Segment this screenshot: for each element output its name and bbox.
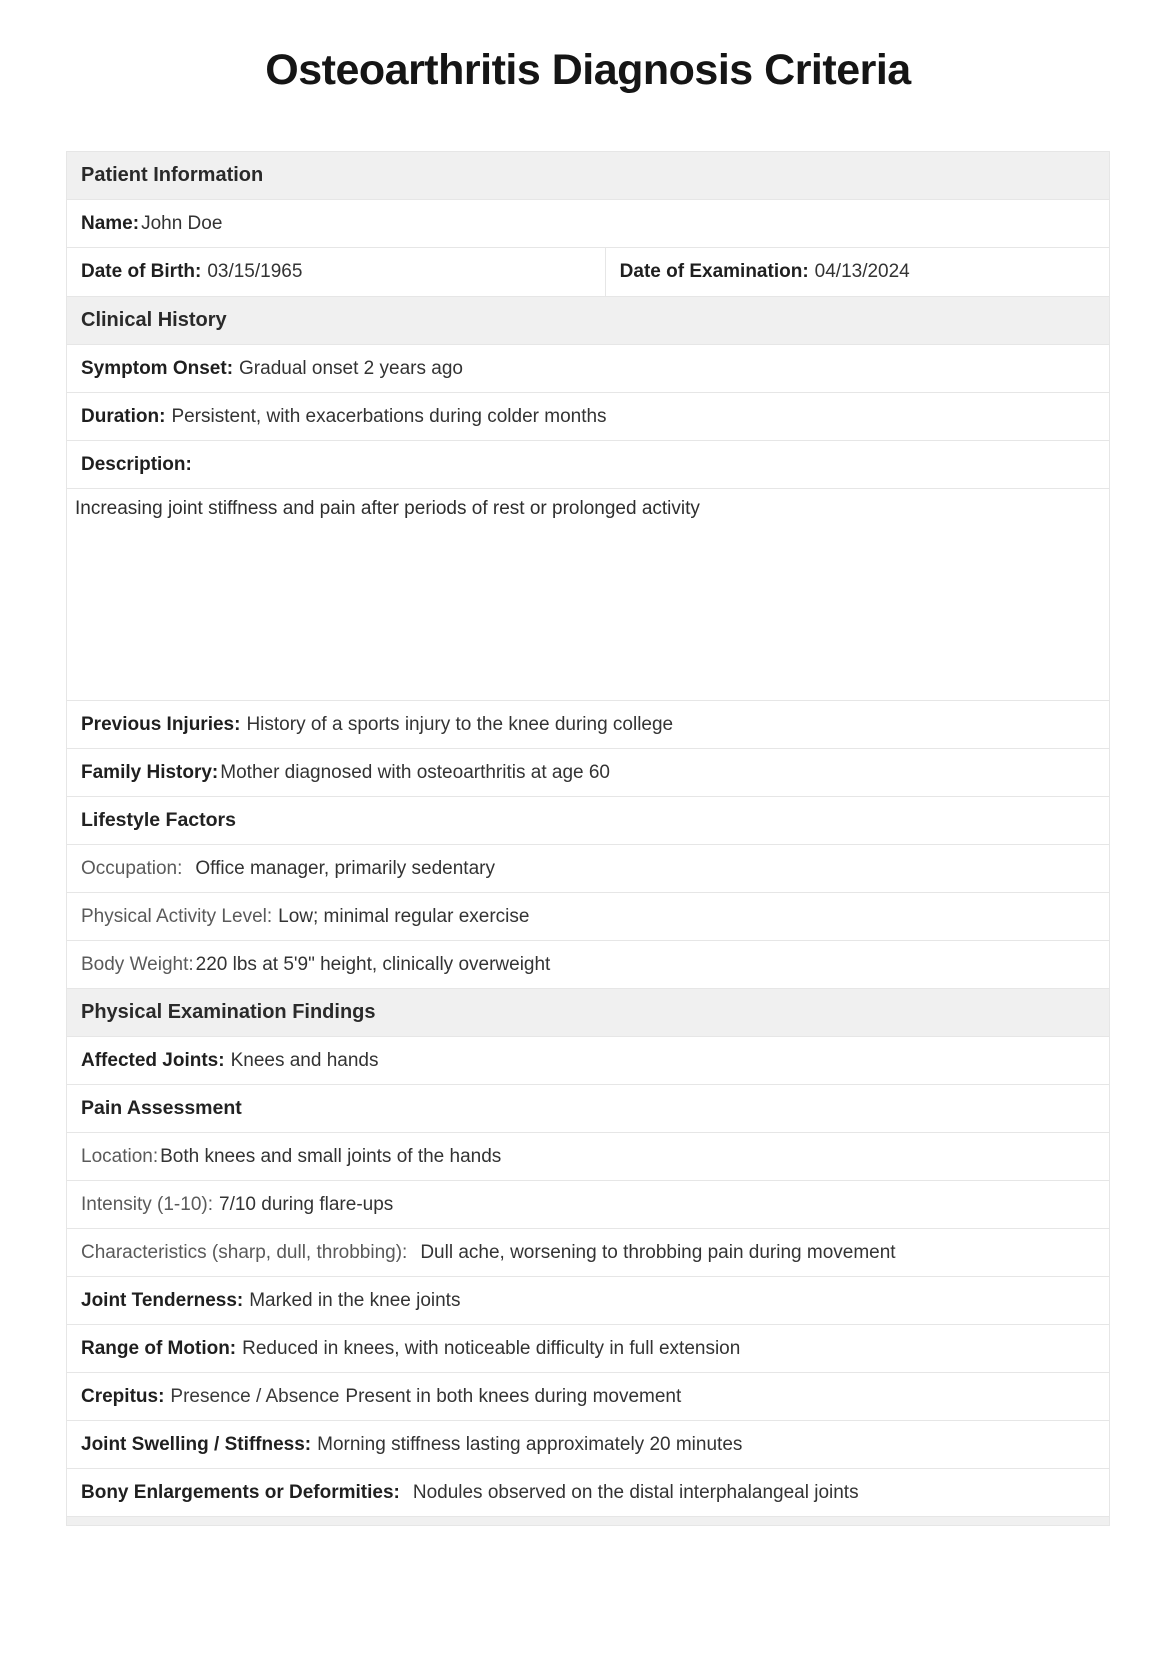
symptom-onset-value: Gradual onset 2 years ago xyxy=(239,357,463,379)
field-description-label-row xyxy=(67,440,1109,488)
previous-injuries-label: Previous Injuries: xyxy=(81,713,241,735)
pain-intensity-label: Intensity (1-10): xyxy=(81,1193,213,1215)
body-weight-label: Body Weight: xyxy=(81,953,194,975)
range-of-motion-value: Reduced in knees, with noticeable difficulty in full extension xyxy=(242,1337,741,1359)
previous-injuries-value: History of a sports injury to the knee during college xyxy=(246,713,674,735)
section-title: Clinical History xyxy=(81,309,227,332)
pain-location-value: Both knees and small joints of the hands xyxy=(160,1145,502,1167)
field-physical-activity-level xyxy=(67,892,1109,940)
field-occupation xyxy=(67,844,1109,892)
family-history-value: Mother diagnosed with osteoarthritis at age 60 xyxy=(220,761,610,783)
field-pain-intensity xyxy=(67,1180,1109,1228)
field-family-history xyxy=(67,748,1109,796)
symptom-onset-label: Symptom Onset: xyxy=(81,357,234,379)
family-history-label: Family History: xyxy=(81,761,219,783)
pain-characteristics-value: Dull ache, worsening to throbbing pain during movement xyxy=(420,1241,896,1263)
subheader-pain-assessment xyxy=(67,1084,1109,1132)
field-previous-injuries xyxy=(67,700,1109,748)
section-title: Physical Examination Findings xyxy=(81,1001,376,1024)
affected-joints-label: Affected Joints: xyxy=(81,1049,225,1071)
date-of-birth-value: 03/15/1965 xyxy=(207,261,303,283)
next-section-partial-row xyxy=(67,1516,1109,1525)
body-weight-value: 220 lbs at 5'9" height, clinically overweight xyxy=(195,953,551,975)
subheader-title: Pain Assessment xyxy=(81,1097,242,1120)
joint-tenderness-value: Marked in the knee joints xyxy=(249,1289,461,1311)
joint-swelling-stiffness-label: Joint Swelling / Stiffness: xyxy=(81,1433,312,1455)
date-of-birth-label: Date of Birth: xyxy=(81,261,202,283)
crepitus-label: Crepitus: xyxy=(81,1385,165,1407)
field-name xyxy=(67,199,1109,247)
joint-tenderness-label: Joint Tenderness: xyxy=(81,1289,244,1311)
field-duration xyxy=(67,392,1109,440)
duration-label: Duration: xyxy=(81,405,166,427)
section-header-clinical-history xyxy=(67,296,1109,344)
bony-enlargements-value: Nodules observed on the distal interphalangeal joints xyxy=(412,1481,859,1503)
description-label: Description: xyxy=(81,453,192,475)
field-bony-enlargements xyxy=(67,1468,1109,1516)
subheader-title: Lifestyle Factors xyxy=(81,809,236,832)
field-affected-joints xyxy=(67,1036,1109,1084)
occupation-label: Occupation: xyxy=(81,857,183,879)
crepitus-value: Present in both knees during movement xyxy=(345,1385,682,1407)
field-range-of-motion xyxy=(67,1324,1109,1372)
physical-activity-level-label: Physical Activity Level: xyxy=(81,905,273,927)
page-title: Osteoarthritis Diagnosis Criteria xyxy=(265,46,911,94)
description-value: Increasing joint stiffness and pain after periods of rest or prolonged activity xyxy=(75,498,700,520)
range-of-motion-label: Range of Motion: xyxy=(81,1337,237,1359)
row-dates xyxy=(67,247,1109,296)
field-body-weight xyxy=(67,940,1109,988)
field-pain-characteristics xyxy=(67,1228,1109,1276)
subheader-lifestyle-factors xyxy=(67,796,1109,844)
field-crepitus xyxy=(67,1372,1109,1420)
field-date-of-examination xyxy=(605,248,1109,296)
field-pain-location xyxy=(67,1132,1109,1180)
field-date-of-birth xyxy=(67,248,605,296)
bony-enlargements-label: Bony Enlargements or Deformities: xyxy=(81,1481,400,1503)
joint-swelling-stiffness-value: Morning stiffness lasting approximately 20 minutes xyxy=(317,1433,743,1455)
section-header-physical-examination xyxy=(67,988,1109,1036)
occupation-value: Office manager, primarily sedentary xyxy=(195,857,495,879)
physical-activity-level-value: Low; minimal regular exercise xyxy=(278,905,530,927)
name-value: John Doe xyxy=(141,212,223,234)
crepitus-sublabel: Presence / Absence xyxy=(170,1385,340,1407)
diagnosis-form xyxy=(66,151,1110,1526)
field-joint-swelling-stiffness xyxy=(67,1420,1109,1468)
pain-characteristics-label: Characteristics (sharp, dull, throbbing): xyxy=(81,1241,408,1263)
description-textarea[interactable] xyxy=(67,488,1109,700)
field-joint-tenderness xyxy=(67,1276,1109,1324)
field-symptom-onset xyxy=(67,344,1109,392)
pain-location-label: Location: xyxy=(81,1145,159,1167)
section-title: Patient Information xyxy=(81,164,264,187)
date-of-examination-label: Date of Examination: xyxy=(619,261,809,283)
pain-intensity-value: 7/10 during flare-ups xyxy=(219,1193,394,1215)
section-header-patient-information xyxy=(67,151,1109,199)
date-of-examination-value: 04/13/2024 xyxy=(814,261,910,283)
name-label: Name: xyxy=(81,212,140,234)
affected-joints-value: Knees and hands xyxy=(230,1049,379,1071)
duration-value: Persistent, with exacerbations during colder months xyxy=(171,405,607,427)
